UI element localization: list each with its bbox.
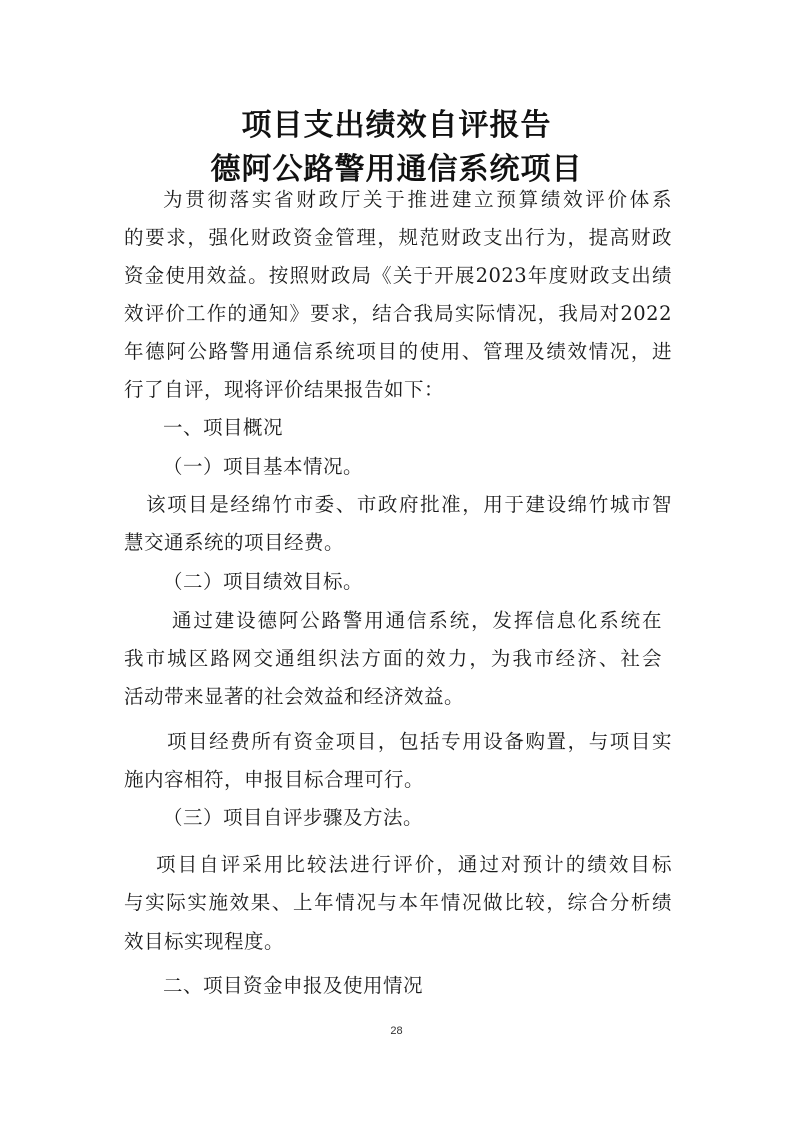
intro-line: 的要求，强化财政资金管理，规范财政支出行为，提高财政 [124,226,672,249]
body-line: 项目经费所有资金项目，包括专用设备购置，与项目实 [167,730,672,753]
body-line: 活动带来显著的社会效益和经济效益。 [124,685,465,708]
intro-line: 效评价工作的通知》要求，结合我局实际情况，我局对2022 [124,302,672,325]
intro-line: 行了自评，现将评价结果报告如下： [124,378,445,401]
report-subtitle: 德阿公路警用通信系统项目 [210,152,583,187]
body-line: 慧交通系统的项目经费。 [124,531,345,554]
body-line: 通过建设德阿公路警用通信系统，发挥信息化系统在 [172,609,662,632]
subsection-heading: （二）项目绩效目标。 [163,570,364,593]
body-line: 效目标实现程度。 [124,930,285,953]
body-line: 我市城区路网交通组织法方面的效力，为我市经济、社会 [124,647,662,670]
body-line: 项目自评采用比较法进行评价，通过对预计的绩效目标 [156,853,672,876]
section-heading: 二、项目资金申报及使用情况 [163,974,424,997]
intro-line: 为贯彻落实省财政厅关于推进建立预算绩效评价体系 [163,188,672,211]
section-heading: 一、项目概况 [163,416,284,439]
body-line: 与实际实施效果、上年情况与本年情况做比较，综合分析绩 [124,891,672,914]
body-line: 施内容相符，申报目标合理可行。 [124,768,425,791]
intro-line: 资金使用效益。按照财政局《关于开展2023年度财政支出绩 [124,264,672,287]
page-number: 28 [390,1025,403,1037]
report-title: 项目支出绩效自评报告 [241,108,552,143]
subsection-heading: （三）项目自评步骤及方法。 [163,806,424,829]
body-line: 该项目是经绵竹市委、市政府批准，用于建设绵竹城市智 [146,493,672,516]
intro-line: 年德阿公路警用通信系统项目的使用、管理及绩效情况，进 [124,340,672,363]
subsection-heading: （一）项目基本情况。 [163,455,364,478]
